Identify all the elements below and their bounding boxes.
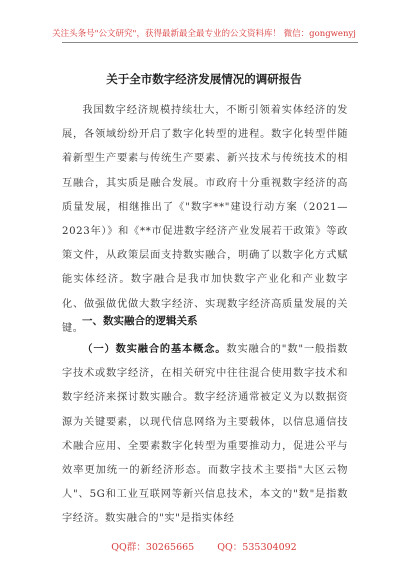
header-divider: [62, 42, 358, 43]
footer-contact: [0, 539, 408, 553]
section-heading: 一、数实融合的逻辑关系: [82, 315, 198, 327]
intro-section: [62, 99, 348, 341]
footer-qq-group: QQ群：30265665: [111, 542, 195, 553]
footer-qq: QQ：535304092: [217, 542, 297, 553]
promo-header: 关注头条号"公文研究"，获得最新最全最专业的公文资料库！ 微信：gongwenyj: [52, 29, 356, 39]
document-title: 关于全市数字经济发展情况的调研报告: [106, 72, 302, 86]
subsection-body: 数实融合的"数"一般指数字技术或数字经济，在相关研究中往往混合使用数字技术和数字经济来探讨数实融合。数字经济通常被定义为以数据资源为关键要素，以现代信息网络为主要载体，以信息通信技术融合应用、全要素数字化转型为重要推动力，促进公平与效率更加统一的新经济形态。而数字技术主要指"大区云物人"、5G和工业互联网等新兴信息技术，本文的"数"是指数字经济。数实融合的"实"是指实体经: [62, 344, 348, 525]
subsection-lead: （一）数实融合的基本概念。: [82, 343, 227, 355]
subsection-block: [62, 337, 348, 532]
subsection-paragraph: [62, 337, 348, 532]
intro-paragraph: 我国数字经济规模持续壮大，不断引领着实体经济的发展，各领域纷纷开启了数字化转型的进程。数字化转型伴随着新型生产要素与传统生产要素、新兴技术与传统技术的相互融合，其实质是融合发展。市政府十分重视数字经济的高质量发展，相继推出了《"数字**"建设行动方案（2021—2023年）》和《**市促进数字经济产业发展若干政策》等政策文件，从政策层面支持数实融合，明确了以数字化方式赋能实体经济。数字融合是我市加快数字产业化和产业数字化、做强做优做大数字经济、实现数字经济高质量发展的关键。: [62, 105, 348, 334]
